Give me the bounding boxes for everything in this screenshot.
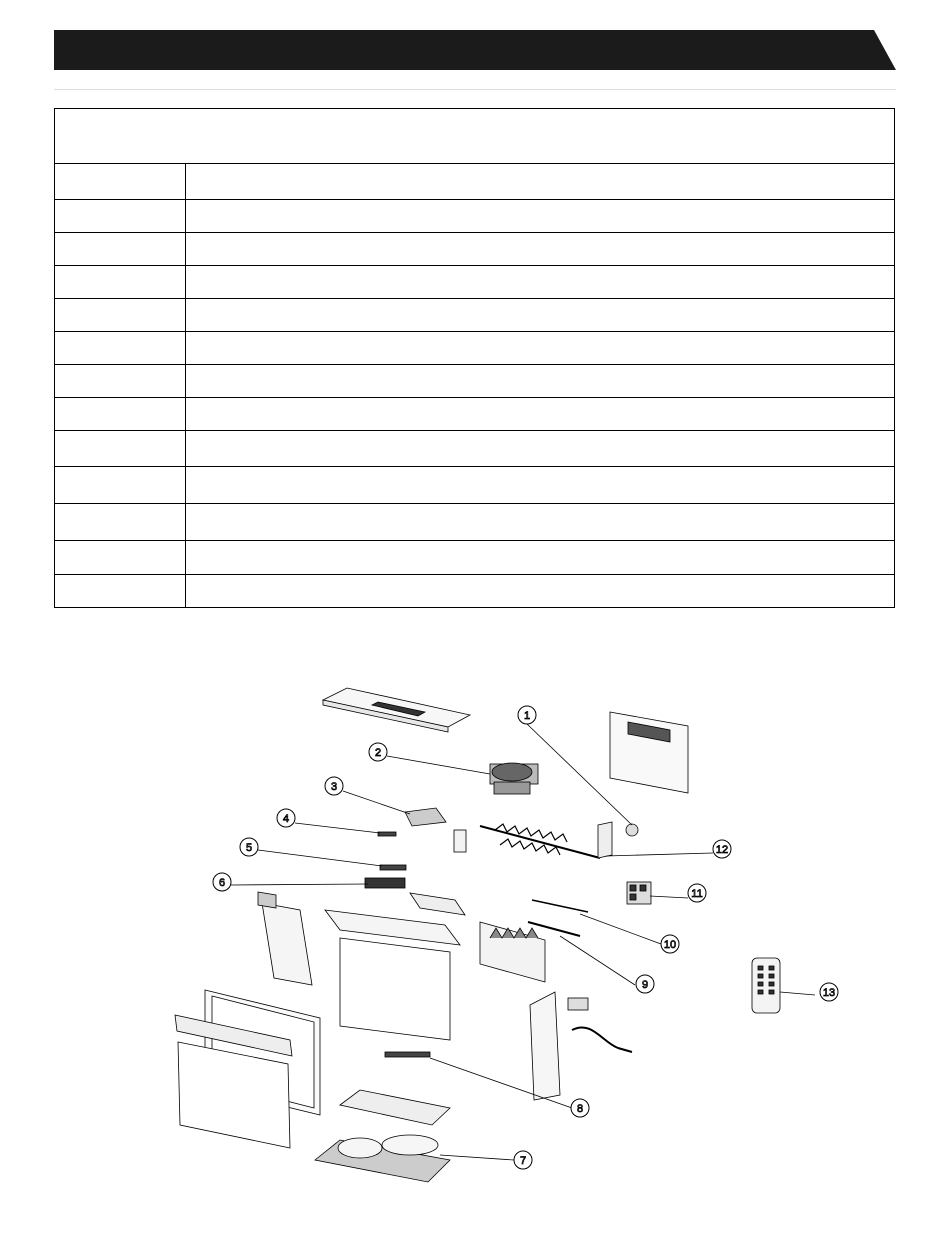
bracket-3 bbox=[405, 808, 446, 826]
part-desc-cell bbox=[186, 200, 894, 232]
callout-6 bbox=[213, 873, 231, 891]
callout-5 bbox=[240, 838, 258, 856]
heater-fan bbox=[490, 763, 538, 794]
part-desc-cell bbox=[186, 504, 894, 540]
part-desc-cell bbox=[186, 332, 894, 364]
callout-12 bbox=[713, 840, 731, 858]
table-row bbox=[55, 398, 894, 431]
top-panel bbox=[323, 688, 470, 732]
table-row bbox=[55, 233, 894, 266]
flame-rod bbox=[480, 822, 612, 858]
part-no-cell bbox=[55, 431, 186, 466]
right-side-panel bbox=[530, 992, 588, 1100]
back-panel bbox=[610, 712, 688, 793]
upper-rail bbox=[325, 893, 465, 945]
callout-label: 6 bbox=[218, 877, 226, 889]
bracket-4 bbox=[378, 832, 396, 836]
callout-7 bbox=[514, 1151, 532, 1169]
part-desc-cell bbox=[186, 467, 894, 503]
front-frame bbox=[175, 990, 320, 1148]
callout-label: 8 bbox=[576, 1103, 584, 1115]
callout-1 bbox=[518, 706, 536, 724]
led-strip bbox=[365, 878, 405, 888]
callout-label: 5 bbox=[245, 842, 253, 854]
callout-label: 11 bbox=[691, 888, 703, 900]
callout-label: 9 bbox=[641, 979, 649, 991]
part-no-cell bbox=[55, 266, 186, 298]
callout-label: 10 bbox=[663, 939, 677, 951]
table-row bbox=[55, 200, 894, 233]
part-desc-cell bbox=[186, 541, 894, 574]
header-banner bbox=[0, 0, 950, 80]
part-desc-cell bbox=[186, 299, 894, 331]
led-bar bbox=[385, 1052, 430, 1057]
table-header bbox=[55, 109, 894, 164]
part-no-cell bbox=[55, 233, 186, 265]
remote-control-icon bbox=[752, 958, 780, 1013]
part-no-cell bbox=[55, 541, 186, 574]
callout-3 bbox=[325, 777, 343, 795]
power-cord-icon bbox=[572, 1027, 632, 1052]
callout-label: 7 bbox=[519, 1155, 527, 1167]
table-row bbox=[55, 504, 894, 541]
part-no-cell bbox=[55, 299, 186, 331]
part-no-cell bbox=[55, 164, 186, 199]
callout-2 bbox=[369, 743, 387, 761]
callout-10 bbox=[661, 935, 679, 953]
part-no-cell bbox=[55, 575, 186, 607]
table-row bbox=[55, 332, 894, 365]
part-desc-cell bbox=[186, 575, 894, 607]
callout-9 bbox=[636, 975, 654, 993]
table-row bbox=[55, 299, 894, 332]
callout-label: 4 bbox=[282, 813, 290, 825]
exploded-parts-diagram bbox=[0, 670, 950, 1244]
table-row bbox=[55, 365, 894, 398]
callout-13 bbox=[820, 983, 838, 1001]
part-no-cell bbox=[55, 467, 186, 503]
table-row bbox=[55, 266, 894, 299]
screen-panel bbox=[340, 938, 450, 1040]
callout-11 bbox=[688, 884, 706, 902]
table-row bbox=[55, 431, 894, 467]
part-desc-cell bbox=[186, 233, 894, 265]
parts-table bbox=[54, 108, 895, 608]
spacer-bracket bbox=[454, 830, 466, 852]
callout-label: 12 bbox=[715, 844, 729, 856]
table-row bbox=[55, 164, 894, 200]
part-desc-cell bbox=[186, 164, 894, 199]
callout-8 bbox=[571, 1099, 589, 1117]
callout-label: 2 bbox=[374, 747, 382, 759]
part-no-cell bbox=[55, 332, 186, 364]
part-no-cell bbox=[55, 365, 186, 397]
callout-label: 13 bbox=[822, 987, 836, 999]
table-row bbox=[55, 467, 894, 504]
log-tray bbox=[315, 1090, 450, 1182]
part-no-cell bbox=[55, 398, 186, 430]
bracket-5 bbox=[380, 865, 406, 870]
left-side-panel bbox=[258, 892, 312, 985]
part-desc-cell bbox=[186, 398, 894, 430]
table-row bbox=[55, 575, 894, 607]
callout-4 bbox=[277, 809, 295, 827]
table-row bbox=[55, 541, 894, 575]
part-no-cell bbox=[55, 504, 186, 540]
callout-label: 3 bbox=[330, 781, 338, 793]
control-panel bbox=[627, 882, 651, 904]
part-desc-cell bbox=[186, 431, 894, 466]
part-no-cell bbox=[55, 200, 186, 232]
header-rule bbox=[54, 89, 896, 90]
part-desc-cell bbox=[186, 365, 894, 397]
knob bbox=[626, 824, 638, 836]
flame-panel bbox=[480, 900, 588, 982]
callout-label: 1 bbox=[523, 710, 531, 722]
part-desc-cell bbox=[186, 266, 894, 298]
